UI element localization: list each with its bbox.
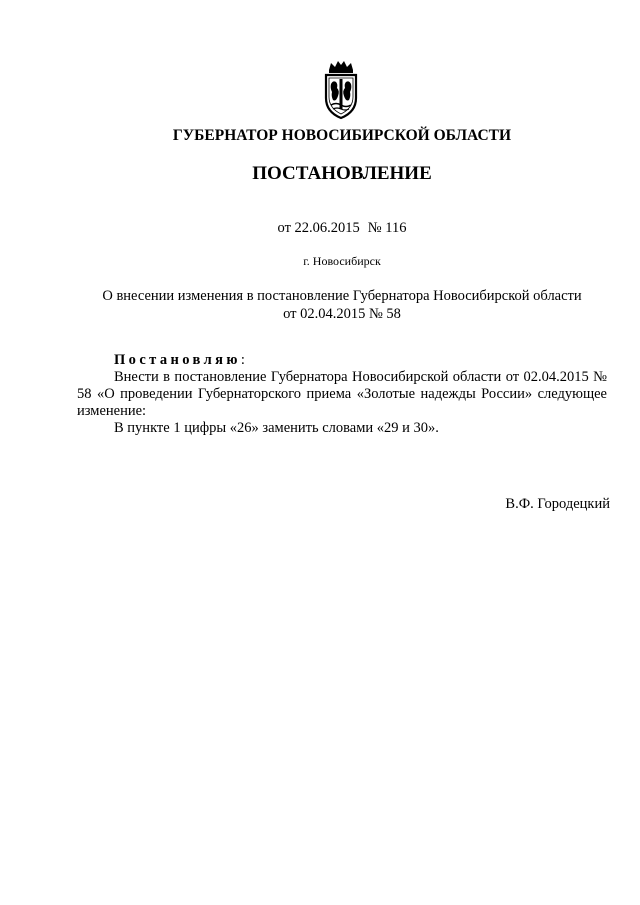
resolve-heading	[77, 352, 607, 369]
coat-of-arms-icon	[316, 60, 366, 120]
document-city: г. Новосибирск	[303, 254, 381, 268]
signatory-name: В.Ф. Городецкий	[505, 496, 610, 512]
document-type-title: ПОСТАНОВЛЕНИЕ	[252, 163, 432, 184]
document-date-number	[0, 220, 640, 237]
resolve-colon: :	[240, 352, 245, 368]
subject-line-1: О внесении изменения в постановление Губернатора Новосибирской области	[102, 288, 582, 304]
resolve-word: Постановляю	[114, 352, 241, 368]
issuing-authority: ГУБЕРНАТОР НОВОСИБИРСКОЙ ОБЛАСТИ	[172, 127, 512, 144]
document-number: № 116	[367, 220, 407, 236]
document-subject	[0, 287, 640, 323]
subject-line-2: от 02.04.2015 № 58	[283, 306, 401, 322]
body-paragraph-2: В пункте 1 цифры «26» заменить словами «29 и 30».	[114, 420, 439, 436]
document-date: от 22.06.2015	[277, 220, 360, 236]
body-paragraph-1: Внести в постановление Губернатора Новосибирской области от 02.04.2015 № 58 «О проведении Губернаторского приема «Золотые надежды России» следующее изменение:	[77, 369, 607, 419]
document-body	[77, 352, 607, 437]
